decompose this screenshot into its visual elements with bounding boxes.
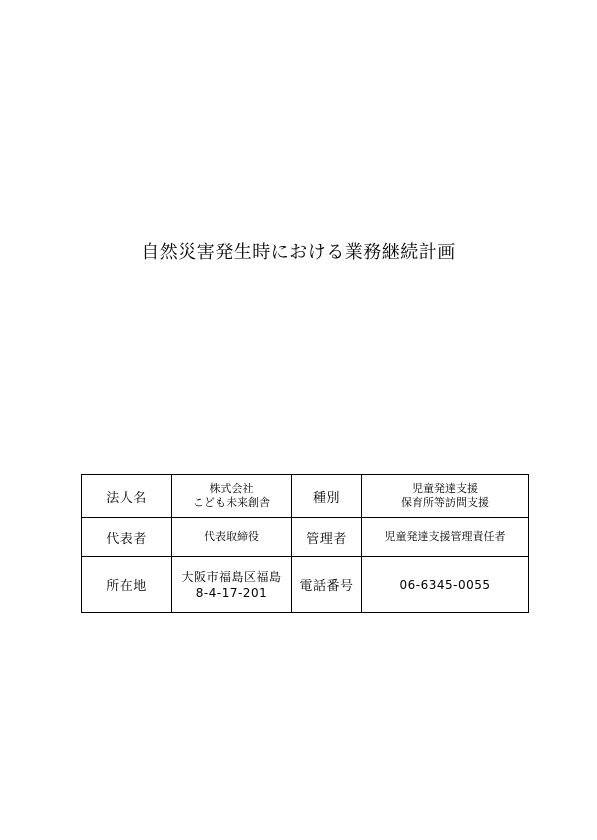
representative-label-cell — [82, 518, 172, 557]
address-label-cell — [82, 557, 172, 613]
phone-label: 電話番号 — [299, 579, 354, 594]
phone-label-cell — [292, 557, 362, 613]
corporation-name-cell — [172, 475, 292, 518]
type-label-cell — [292, 475, 362, 518]
address-value-line-2: 8-4-17-201 — [195, 585, 268, 600]
manager-value-cell — [362, 518, 529, 557]
table-row — [82, 475, 529, 518]
address-value-cell — [172, 557, 292, 613]
representative-value: 代表取締役 — [204, 530, 259, 543]
manager-label-cell — [292, 518, 362, 557]
type-label: 種別 — [312, 490, 340, 506]
phone-value: 06-6345-0055 — [399, 577, 491, 592]
phone-value-cell — [362, 557, 529, 613]
manager-label: 管理者 — [306, 531, 347, 547]
representative-label: 代表者 — [106, 531, 147, 547]
table-row — [82, 518, 529, 557]
type-value-cell — [362, 475, 529, 518]
table-row — [82, 557, 529, 613]
corporation-name-line-2: こども未来創舎 — [193, 496, 270, 509]
corporation-label-cell — [82, 475, 172, 518]
corporation-info-table — [81, 474, 529, 613]
manager-value: 児童発達支援管理責任者 — [384, 530, 506, 543]
type-value-line-2: 保育所等訪問支援 — [401, 496, 489, 509]
representative-value-cell — [172, 518, 292, 557]
corporation-label: 法人名 — [106, 490, 147, 506]
corporation-name-line-1: 株式会社 — [209, 482, 254, 495]
address-value-line-1: 大阪市福島区福島 — [181, 569, 282, 584]
type-value-line-1: 児童発達支援 — [412, 482, 478, 495]
document-title: 自然災害発生時における業務継続計画 — [141, 242, 456, 263]
address-label: 所在地 — [106, 579, 147, 594]
